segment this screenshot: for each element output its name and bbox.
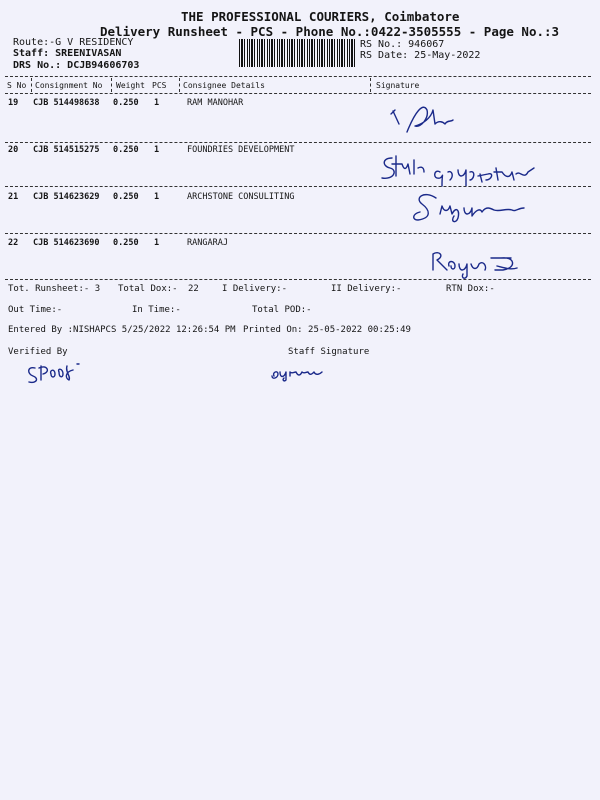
- row-pcs: 1: [154, 192, 160, 202]
- divider: [5, 142, 591, 143]
- row-weight: 0.250: [113, 192, 139, 202]
- verified-by: Verified By: [8, 347, 68, 357]
- row-consignee: RAM MANOHAR: [187, 98, 244, 108]
- row-sno: 20: [8, 145, 19, 155]
- signature-image: [410, 188, 540, 230]
- column-divider: [370, 78, 371, 92]
- row-weight: 0.250: [113, 98, 139, 108]
- column-divider: [111, 78, 112, 92]
- col-header-sno: S No: [7, 81, 27, 90]
- i-delivery: I Delivery:-: [222, 284, 288, 294]
- divider: [5, 279, 591, 280]
- divider: [5, 93, 591, 94]
- column-divider: [179, 78, 180, 92]
- barcode-image: [239, 39, 357, 67]
- row-consignment: CJB 514515275: [33, 145, 100, 155]
- staff-signature-label: Staff Signature: [288, 347, 370, 357]
- rs-number: RS No.: 946067: [360, 39, 445, 50]
- col-header-pcs: PCS: [152, 81, 167, 90]
- row-pcs: 1: [154, 238, 160, 248]
- verifier-signature-image: [25, 358, 95, 386]
- col-header-consignee: Consignee Details: [183, 81, 265, 90]
- signature-image: [425, 246, 535, 282]
- ii-delivery: II Delivery:-: [331, 284, 402, 294]
- total-dox-value: 22: [188, 284, 199, 294]
- signature-image: [378, 150, 558, 190]
- runsheet-subtitle: Delivery Runsheet - PCS - Phone No.:0422-3505555 - Page No.:3: [100, 24, 560, 39]
- col-header-weight: Weight: [116, 81, 145, 90]
- rs-date: RS Date: 25-May-2022: [360, 50, 481, 61]
- row-consignment: CJB 514623690: [33, 238, 100, 248]
- row-sno: 19: [8, 98, 19, 108]
- row-consignee: RANGARAJ: [187, 238, 228, 248]
- printed-on: Printed On: 25-05-2022 00:25:49: [243, 325, 411, 335]
- row-weight: 0.250: [113, 145, 139, 155]
- row-consignment: CJB 514498638: [33, 98, 100, 108]
- signature-image: [385, 98, 475, 138]
- rtn-dox: RTN Dox:-: [446, 284, 495, 294]
- entered-by: Entered By :NISHAPCS 5/25/2022 12:26:54 PM: [8, 325, 236, 335]
- row-sno: 21: [8, 192, 19, 202]
- row-sno: 22: [8, 238, 19, 248]
- row-pcs: 1: [154, 145, 160, 155]
- row-weight: 0.250: [113, 238, 139, 248]
- divider: [5, 233, 591, 234]
- route-label: Route:-G V RESIDENCY: [13, 37, 134, 48]
- row-pcs: 1: [154, 98, 160, 108]
- drs-number: DRS No.: DCJB94606703: [13, 60, 140, 71]
- staff-label: Staff: SREENIVASAN: [13, 48, 122, 59]
- total-dox-label: Total Dox:-: [118, 284, 178, 294]
- out-time: Out Time:-: [8, 305, 63, 315]
- col-header-consignment: Consignment No: [35, 81, 103, 90]
- row-consignment: CJB 514623629: [33, 192, 100, 202]
- tot-runsheet: Tot. Runsheet:- 3: [8, 284, 101, 294]
- company-title: THE PROFESSIONAL COURIERS, Coimbatore: [181, 9, 460, 24]
- col-header-signature: Signature: [376, 81, 420, 90]
- row-consignee: FOUNDRIES DEVELOPMENT: [187, 145, 295, 155]
- in-time: In Time:-: [132, 305, 181, 315]
- divider: [5, 186, 591, 187]
- column-divider: [31, 78, 32, 92]
- row-consignee: ARCHSTONE CONSULITING: [187, 192, 295, 202]
- divider: [5, 76, 591, 77]
- staff-signature-image: [270, 362, 330, 384]
- total-pod: Total POD:-: [252, 305, 312, 315]
